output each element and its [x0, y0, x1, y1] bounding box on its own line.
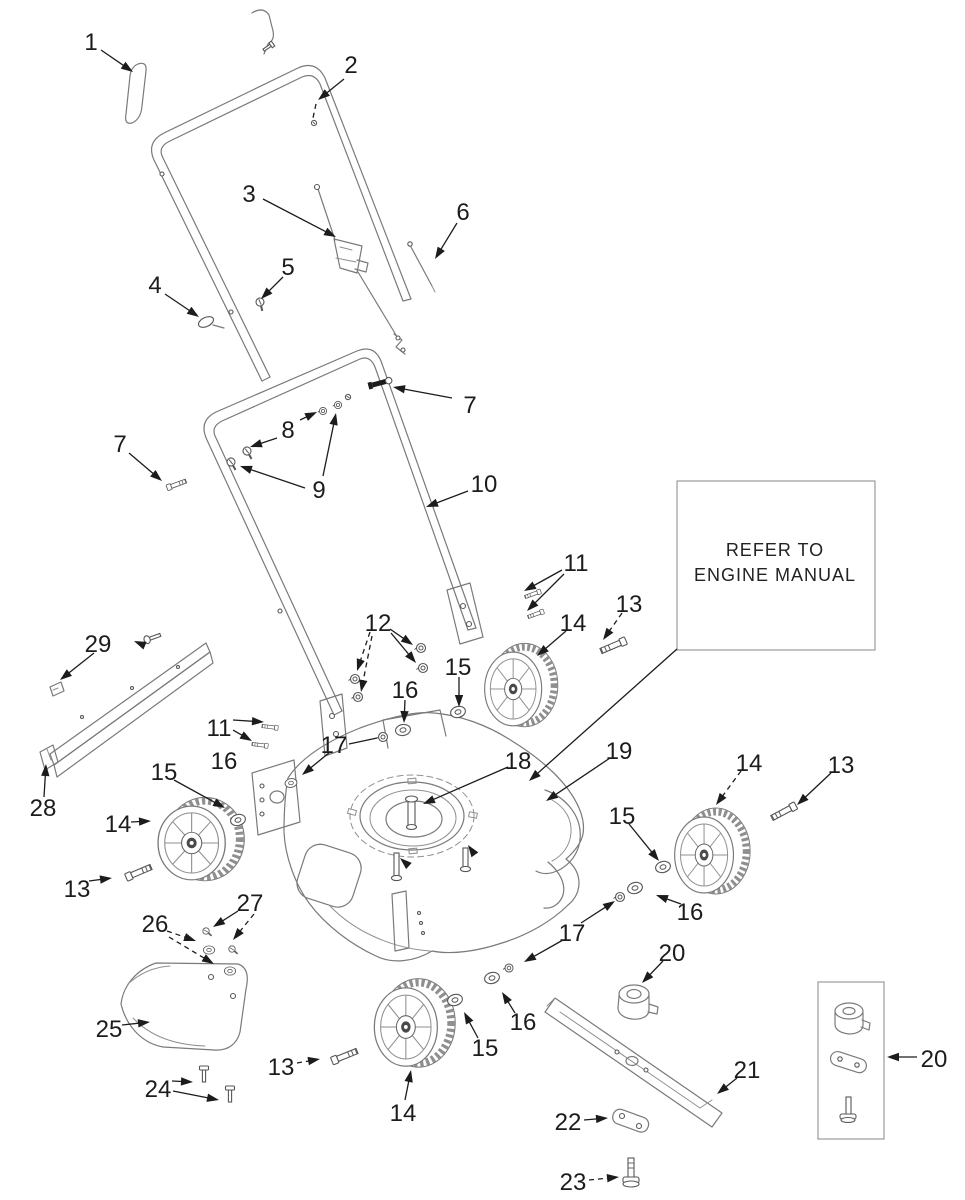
rope-guide-hook	[252, 10, 275, 54]
arrowhead-icon	[318, 89, 330, 100]
nut-17	[503, 964, 513, 972]
arrowhead-icon	[887, 1053, 899, 1061]
nut-12	[349, 675, 360, 684]
callout-29: 29	[84, 631, 112, 658]
nut-9	[333, 401, 342, 408]
arrowhead-icon	[502, 992, 512, 1004]
arrowhead-icon	[240, 466, 253, 474]
nut-12	[352, 693, 363, 702]
arrowhead-icon	[213, 917, 225, 927]
arrowhead-icon	[41, 764, 49, 776]
callout-20: 20	[920, 1046, 948, 1073]
screw-24	[226, 1086, 235, 1102]
leader-line	[313, 104, 316, 118]
arrowhead-icon	[121, 62, 133, 72]
callout-14: 14	[389, 1100, 417, 1127]
arrowhead-icon	[656, 895, 669, 903]
arrowhead-icon	[323, 228, 336, 237]
lower-handle	[204, 349, 483, 756]
wheel-left	[158, 797, 244, 880]
callout-8: 8	[281, 417, 295, 444]
arrowhead-icon	[717, 1083, 729, 1094]
arrowhead-icon	[202, 954, 214, 964]
arrowhead-icon	[250, 439, 263, 447]
arrowhead-icon	[138, 1019, 150, 1027]
callout-13: 13	[615, 591, 643, 618]
deck-bolt-left	[392, 853, 402, 881]
callout-10: 10	[470, 471, 498, 498]
callout-1: 1	[84, 29, 98, 56]
arrowhead-icon	[134, 641, 147, 650]
upper-handle	[152, 66, 411, 381]
arrowhead-icon	[393, 385, 406, 393]
arrowhead-icon	[464, 1012, 473, 1025]
leader-line	[248, 469, 305, 488]
leader-line	[433, 491, 468, 504]
blade	[545, 998, 722, 1127]
leader-line	[101, 50, 126, 67]
callout-9: 9	[312, 477, 326, 504]
callout-15: 15	[444, 654, 472, 681]
callout-7: 7	[463, 392, 477, 419]
arrowhead-icon	[233, 928, 244, 940]
leader-line	[553, 758, 610, 797]
screw-8	[241, 446, 255, 459]
arrowhead-icon	[716, 793, 726, 805]
arrowhead-icon	[357, 658, 365, 671]
arrowhead-icon	[423, 795, 436, 804]
callout-15: 15	[150, 759, 178, 786]
arrowhead-icon	[603, 901, 615, 911]
leader-line	[401, 388, 452, 398]
callout-23: 23	[559, 1169, 587, 1196]
callout-25: 25	[95, 1016, 123, 1043]
arrowhead-icon	[607, 1174, 619, 1182]
callout-13: 13	[267, 1054, 295, 1081]
starter-cable-hook	[126, 63, 147, 123]
wheel-right	[675, 808, 750, 894]
callout-19: 19	[605, 738, 633, 765]
arrowhead-icon	[405, 1070, 413, 1083]
axle-bolt-13	[770, 802, 798, 822]
nut-12	[415, 644, 426, 653]
callout-28: 28	[29, 795, 57, 822]
leader-line	[349, 738, 377, 744]
blade-clip	[611, 1107, 651, 1134]
wheel-upper-right	[485, 643, 558, 726]
bolt-7	[166, 478, 187, 491]
arrowhead-icon	[206, 1094, 219, 1102]
screw-27	[229, 946, 238, 954]
arrowhead-icon	[304, 412, 317, 421]
refer-engine-manual-note	[677, 481, 875, 650]
callout-14: 14	[735, 750, 763, 777]
arrowhead-icon	[426, 499, 439, 507]
nut-12	[417, 664, 428, 673]
washer-16	[626, 881, 643, 896]
callout-4: 4	[148, 272, 162, 299]
callout-13: 13	[827, 752, 855, 779]
callout-16: 16	[676, 899, 704, 926]
callout-20: 20	[658, 940, 686, 967]
callout-6: 6	[456, 199, 470, 226]
arrowhead-icon	[329, 413, 337, 426]
screw-9	[225, 457, 239, 470]
callout-18: 18	[504, 748, 532, 775]
cover-clip	[50, 682, 64, 696]
screw-27	[203, 928, 212, 936]
callout-16: 16	[509, 1009, 537, 1036]
bolt-11	[252, 742, 269, 749]
callout-15: 15	[608, 803, 636, 830]
arrowhead-icon	[181, 1077, 193, 1085]
washer-16	[395, 723, 412, 736]
washer-16	[483, 971, 500, 986]
wheel-bottom	[374, 979, 455, 1068]
arrowhead-icon	[100, 875, 112, 883]
mower-deck	[252, 710, 584, 961]
leader-line	[531, 570, 562, 587]
callout-11: 11	[206, 715, 232, 742]
arrowhead-icon	[524, 582, 537, 591]
arrowhead-icon	[307, 1057, 320, 1065]
deflector-guard	[121, 963, 247, 1050]
callout-7: 7	[113, 431, 127, 458]
cable-clip	[197, 315, 224, 330]
arrowhead-icon	[596, 1115, 608, 1123]
axle-bolt-13	[330, 1047, 358, 1065]
leader-line	[363, 636, 372, 684]
callout-5: 5	[281, 254, 295, 281]
arrowhead-icon	[455, 695, 463, 707]
arrowhead-icon	[139, 817, 151, 825]
washer-26	[203, 946, 214, 954]
bolt-11	[262, 724, 279, 731]
callout-22: 22	[554, 1109, 582, 1136]
callout-12: 12	[364, 610, 392, 637]
note-line-2: ENGINE MANUAL	[693, 565, 857, 585]
callout-17: 17	[558, 920, 586, 947]
callout-16: 16	[210, 748, 238, 775]
arrowhead-icon	[435, 247, 445, 259]
callout-14: 14	[104, 811, 132, 838]
cover-end-cap	[40, 745, 58, 770]
callout-15: 15	[471, 1035, 499, 1062]
arrowhead-icon	[302, 764, 314, 775]
leader-line	[430, 767, 508, 801]
leader-line	[129, 453, 156, 476]
blade-adapter	[618, 985, 658, 1019]
bolt-11	[527, 609, 544, 619]
axle-bolt-13	[125, 863, 153, 881]
callout-14: 14	[559, 610, 587, 637]
side-discharge-cover	[40, 631, 213, 777]
arrowhead-icon	[187, 307, 199, 317]
nut-17	[377, 733, 388, 742]
engine-mount-stud	[406, 796, 418, 830]
washer-15	[449, 705, 466, 720]
callout-3: 3	[242, 181, 256, 208]
lower-cable	[408, 242, 435, 292]
callout-26: 26	[141, 911, 169, 938]
arrowhead-icon	[240, 731, 252, 741]
leader-line	[165, 294, 192, 313]
callout-27: 27	[236, 890, 264, 917]
screw-24	[200, 1066, 209, 1082]
arrowhead-icon	[468, 845, 478, 857]
deck-bolt-right	[461, 848, 471, 872]
note-line-1: REFER TO	[725, 540, 825, 560]
washer-26	[224, 967, 235, 975]
nut-17	[614, 893, 625, 902]
arrowhead-icon	[603, 628, 613, 640]
washer-15	[229, 813, 246, 828]
leader-line	[439, 223, 457, 252]
callout-16: 16	[391, 677, 419, 704]
callout-21: 21	[733, 1057, 761, 1084]
arrowhead-icon	[400, 858, 412, 869]
nut-8	[318, 407, 327, 414]
leader-line	[263, 199, 329, 233]
arrowhead-icon	[60, 669, 72, 680]
blade-bolt	[623, 1158, 639, 1187]
leader-line	[323, 421, 334, 476]
arrowhead-icon	[524, 952, 537, 962]
arrowhead-icon	[359, 679, 367, 692]
washer-15	[654, 860, 671, 875]
arrowhead-icon	[183, 933, 196, 941]
callout-24: 24	[144, 1076, 172, 1103]
callout-11: 11	[563, 550, 589, 577]
bolt-7-dark	[368, 376, 393, 389]
callout-17: 17	[320, 732, 348, 759]
arrowhead-icon	[401, 635, 413, 645]
callout-2: 2	[344, 52, 358, 79]
arrowhead-icon	[648, 849, 659, 861]
adapter-kit-box	[818, 982, 884, 1139]
leader-line	[173, 1091, 211, 1098]
callout-13: 13	[63, 876, 91, 903]
screw-5	[253, 296, 268, 311]
